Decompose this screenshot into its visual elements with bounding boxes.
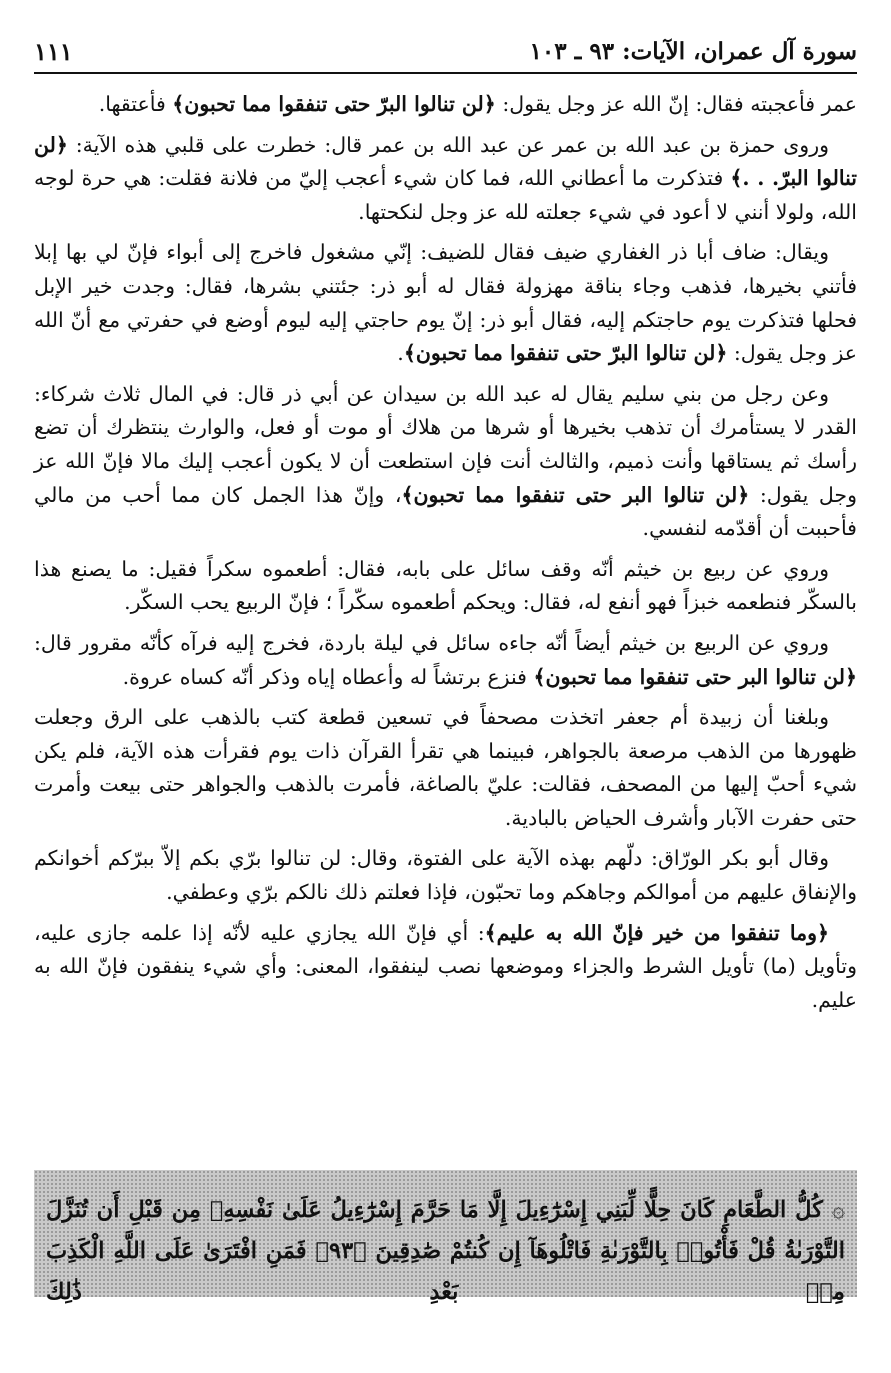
paragraph (34, 88, 857, 122)
quran-quote: ﴿لن تنالوا البرّ. . .﴾ (34, 132, 857, 191)
page-number: ١١١ (34, 36, 73, 66)
paragraph (34, 627, 857, 694)
quran-quote: ﴿لن تنالوا البر حتى تنفقوا مما تحبون﴾ (401, 482, 750, 507)
paragraph-text: وقال أبو بكر الورّاق: دلّهم بهذه الآية على الفتوة، وقال: لن تنالوا برّي بكم إلاّ ببرّكم أخوانكم والإنفاق عليهم من أموالكم وجاهكم وما تحبّون، فإذا فعلتم ذلك نالكم برّي وعطفي. (34, 846, 857, 905)
paragraph (34, 553, 857, 620)
page-header (34, 30, 857, 74)
paragraph-text: فأعتقها. (98, 92, 173, 116)
paragraph-text: : أي فإنّ الله يجازي عليه لأنّه إذا علمه جازى عليه، وتأويل (ما) تأويل الشرط والجزاء وموضعها نصب لينفقوا، المعنى: وأي شيء ينفقون فإنّ الله به عليم. (34, 920, 857, 1012)
ayah-number: ﴿٩٣﴾ (315, 1238, 367, 1264)
paragraph (34, 917, 857, 1018)
paragraph-text: ، وإنّ هذا الجمل كان مما أحب من مالي فأحببت أن أقدّمه لنفسي. (34, 482, 857, 541)
quran-verse-box (34, 1170, 857, 1305)
paragraph (34, 236, 857, 370)
paragraph-text: وروي عن ربيع بن خيثم أنّه وقف سائل على بابه، فقال: أطعموه سكراً فقيل: ما يصنع هذا بالسكّر فنطعمه خبزاً فهو أنفع له، فقال: ويحكم أطعموه سكّراً ؛ فإنّ الربيع يحب السكّر. (34, 556, 857, 615)
paragraph-text: وعن رجل من بني سليم يقال له عبد الله بن سيدان عن أبي ذر قال: في المال ثلاث شركاء: القدر لا يستأمرك أن تذهب بخيرها أو شرها من هلاك أو موت أو فعل، والوارث ينتظرك أن تضع رأسك ثم يستاقها وأنت ذميم، والثالث أنت فإن استطعت أن لا يكون أعجب إليك مالا فإنّ الله عز وجل يقول: (34, 381, 857, 507)
paragraph-text: . (397, 341, 404, 366)
commentary-text (34, 88, 857, 1024)
verse-text: كُلُّ الطَّعَامِ كَانَ حِلًّا لِّبَنِي إِسْرَٰٓءِيلَ إِلَّا مَا حَرَّمَ إِسْرَٰٓءِيلُ عَلَىٰ نَفْسِهِۦ مِن قَبْلِ أَن تُنَزَّلَ التَّوْرَىٰةُ قُلْ فَأْتُوا۟ بِالتَّوْرَىٰةِ فَاتْلُوهَآ إِن كُنتُمْ صَٰدِقِينَ (46, 1197, 845, 1264)
paragraph-text: وبلغنا أن زبيدة أم جعفر اتخذت مصحفاً في تسعين قطعة كتب بالذهب على الرق وجعلت ظهورها من الذهب مرصعة بالجواهر، فبينما هي تقرأ القرآن ذات يوم فقرأت هذه الآية، فلم يكن شيء أحبّ إليها من المصحف، فقالت: عليّ بالصاغة، فأمرت بالذهب والجواهر حتى بيعت وأمرت حتى حفرت الآبار وأشرف الحياض بالبادية. (34, 705, 857, 830)
quran-quote: ﴿وما تنفقوا من خير فإنّ الله به عليم﴾ (484, 920, 829, 945)
paragraph-text: فتذكرت ما أعطاني الله، فما كان شيء أعجب إليّ من فلانة فقلت: هي حرة لوجه الله، ولولا أنني لا أعود في شيء جعلته لله عز وجل لنكحتها. (34, 166, 857, 224)
paragraph (34, 129, 857, 230)
paragraph-text: وروي عن الربيع بن خيثم أيضاً أنّه جاءه سائل في ليلة باردة، فخرج إليه فرآه كأنّه مقرور قال: (34, 630, 829, 655)
paragraph-text: ويقال: ضاف أبا ذر الغفاري ضيف فقال للضيف: إنّي مشغول فاخرج إلى أبواء فإنّ لي بها إبلا فأتني بخيرها، فذهب وجاء بناقة مهزولة فقال له أبو ذر: جئتني بشرها، فقال: وجدت خير الإبل فحلها فتذكرت يوم حاجتكم إليه، فقال أبو ذر: إنّ يوم حاجتي إليه ليوم أوضع في حفرتي مع أنّ الله عز وجل يقول: (34, 240, 857, 366)
quran-quote: ﴿لن تنالوا البر حتى تنفقوا مما تحبون﴾ (533, 664, 857, 689)
paragraph (34, 378, 857, 546)
paragraph (34, 701, 857, 835)
paragraph-text: فنزع برتشاً له وأعطاه إياه وذكر أنّه كساه عروة. (122, 664, 534, 689)
paragraph-text: عمر فأعجبته فقال: إنّ الله عز وجل يقول: (495, 92, 857, 116)
verse-text-continuation: فَمَنِ افْتَرَىٰ عَلَى اللَّهِ الْكَذِبَ مِنۢ بَعْدِ ذَٰلِكَ (46, 1238, 845, 1305)
quran-quote: ﴿لن تنالوا البرّ حتى تنفقوا مما تحبون﴾ (403, 341, 728, 366)
surah-title: سورة آل عمران، الآيات: ٩٣ ـ ١٠٣ (529, 37, 857, 65)
paragraph (34, 842, 857, 909)
quran-quote: ﴿لن تنالوا البرّ حتى تنفقوا مما تحبون﴾ (172, 92, 496, 116)
paragraph-text: وروى حمزة بن عبد الله بن عمر عن عبد الله بن عمر قال: خطرت على قلبي هذه الآية: (67, 132, 829, 157)
rub-el-hizb-icon: ۞ (831, 1197, 845, 1223)
